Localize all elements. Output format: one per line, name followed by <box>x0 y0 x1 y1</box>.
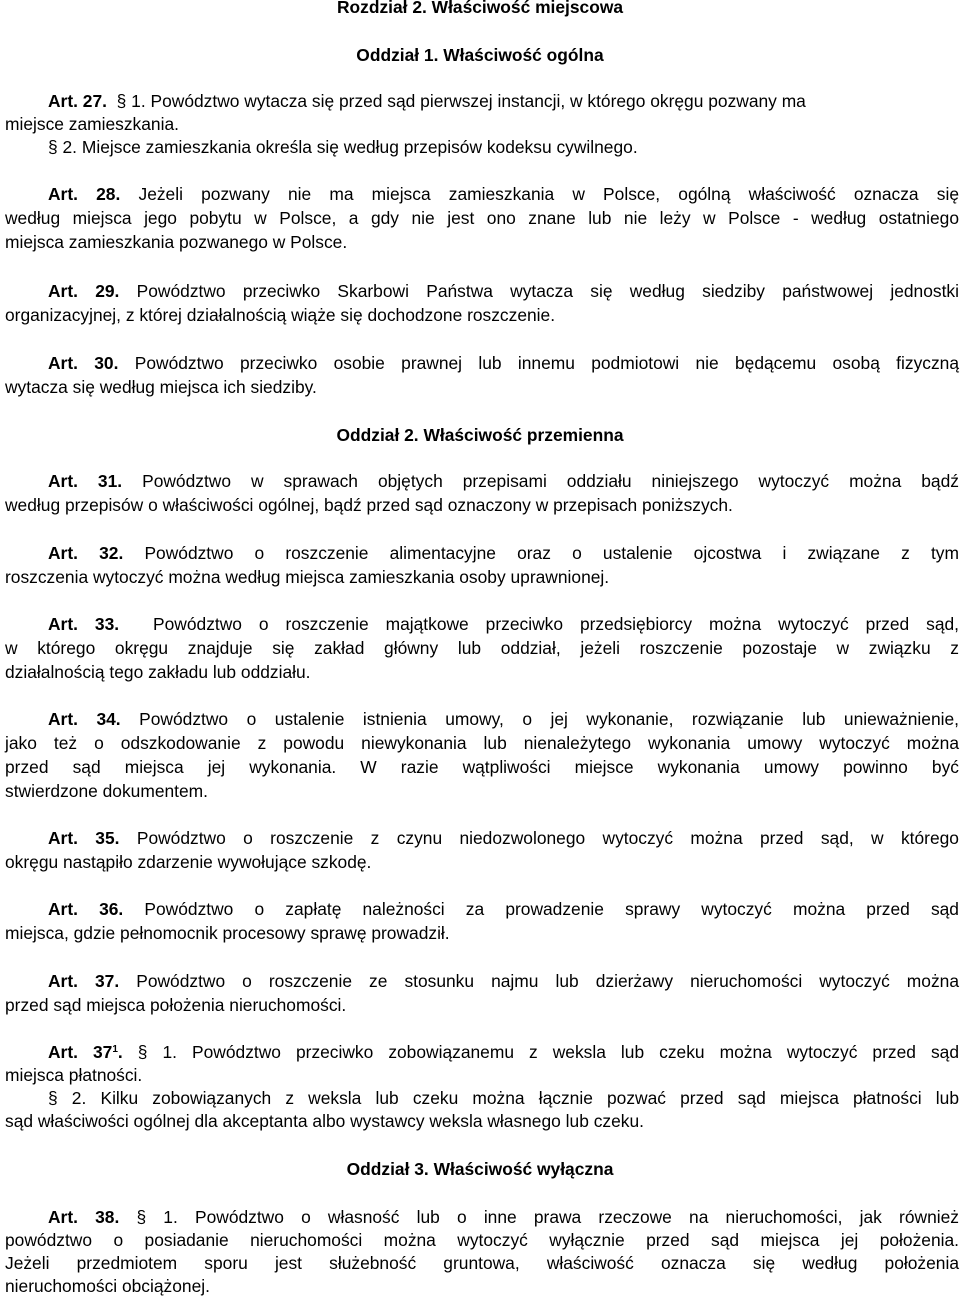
art-37-text-1: Powództwo o roszczenie ze stosunku najmu lub dzierżawy nieruchomości wytoczyć można <box>136 971 959 991</box>
art-27-p1-number: § 1. <box>116 91 146 111</box>
art-30-text-1: Powództwo przeciwko osobie prawnej lub innemu podmiotowi nie będącemu osobą fizyczną <box>134 353 959 373</box>
art-35-number: Art. 35. <box>48 828 120 848</box>
art-30-number: Art. 30. <box>48 353 119 373</box>
art-29-number: Art. 29. <box>48 281 120 301</box>
art-38-line-2: powództwo o posiadanie nieruchomości można wytoczyć wyłącznie przed sąd miejsca jej położenia. <box>5 1230 959 1250</box>
chapter-title: Rozdział 2. Właściwość miejscowa <box>336 0 624 17</box>
art-37-1-p1-number: § 1. <box>137 1042 177 1062</box>
art-30-line-2: wytacza się według miejsca ich siedziby. <box>5 377 317 397</box>
section-title-3: Oddział 3. Właściwość wyłączna <box>346 1159 614 1179</box>
art-27-line-3 <box>48 136 959 160</box>
art-34-text-1: Powództwo o ustalenie istnienia umowy, o jej wykonanie, rozwiązanie lub unieważnienie, <box>139 709 959 729</box>
art-38-number: Art. 38. <box>48 1207 120 1227</box>
art-31-line-2: według przepisów o właściwości ogólnej, bądź przed sąd oznaczony w przepisach poniższych. <box>5 495 733 515</box>
art-28-text-1: Jeżeli pozwany nie ma miejsca zamieszkania w Polsce, ogólną właściwość oznacza się <box>138 184 959 204</box>
art-35-line-2: okręgu nastąpiło zdarzenie wywołujące szkodę. <box>5 852 372 872</box>
art-29-text-1: Powództwo przeciwko Skarbowi Państwa wytacza się według siedziby państwowej jednostki <box>136 281 959 301</box>
art-35-text-1: Powództwo o roszczenie z czynu niedozwolonego wytoczyć można przed sąd, w którego <box>136 828 959 848</box>
art-27-number: Art. 27. <box>48 91 107 111</box>
art-37-1-p2-number: § 2. <box>48 1088 87 1108</box>
section-title-2: Oddział 2. Właściwość przemienna <box>336 425 624 445</box>
art-31-number: Art. 31. <box>48 471 123 491</box>
art-36-number: Art. 36. <box>48 899 124 919</box>
art-32-text-1: Powództwo o roszczenie alimentacyjne oraz o ustalenie ojcostwa i związane z tym <box>144 543 959 563</box>
art-38-line-3: Jeżeli przedmiotem sporu jest służebność gruntowa, właściwość oznacza się według położenia <box>5 1253 959 1273</box>
art-28-line-2: według miejsca jego pobytu w Polsce, a gdy nie jest ono znane lub nie leży w Polsce - według ostatniego <box>5 208 959 228</box>
art-34-line-2: jako też o odszkodowanie z powodu niewykonania lub nienależytego wykonania umowy wytoczyć można <box>5 733 959 753</box>
art-37-1-number-dot: . <box>117 1042 123 1062</box>
art-38-line-1 <box>48 1206 959 1230</box>
section-title-1: Oddział 1. Właściwość ogólna <box>356 45 604 65</box>
art-33-line-3: działalnością tego zakładu lub oddziału. <box>5 662 311 682</box>
art-34-number: Art. 34. <box>48 709 121 729</box>
art-35-line-1 <box>48 827 959 851</box>
art-34-line-3: przed sąd miejsca jej wykonania. W razie wątpliwości miejsce wykonania umowy powinno być <box>5 757 959 777</box>
art-27-line-2: miejsce zamieszkania. <box>5 114 179 134</box>
art-32-line-1 <box>48 542 959 566</box>
art-31-line-1 <box>48 470 959 494</box>
art-36-line-1 <box>48 898 959 922</box>
art-34-line-4: stwierdzone dokumentem. <box>5 781 208 801</box>
art-37-1-line-3 <box>48 1087 959 1111</box>
art-27-p2-number: § 2. <box>48 137 78 157</box>
art-28-line-1 <box>48 183 959 207</box>
art-37-line-1 <box>48 970 959 994</box>
art-36-line-2: miejsca, gdzie pełnomocnik procesowy sprawę prowadził. <box>5 923 450 943</box>
art-32-line-2: roszczenia wytoczyć można według miejsca zamieszkania osoby uprawnionej. <box>5 567 610 587</box>
art-37-1-number-base: Art. 37 <box>48 1042 113 1062</box>
art-29-line-2: organizacyjnej, z której działalnością wiąże się dochodzone roszczenie. <box>5 305 556 325</box>
art-37-1-line-1 <box>48 1041 959 1065</box>
art-37-line-2: przed sąd miejsca położenia nieruchomości. <box>5 995 347 1015</box>
art-34-line-1 <box>48 708 959 732</box>
art-31-text-1: Powództwo w sprawach objętych przepisami oddziału niniejszego wytoczyć można bądź <box>142 471 959 491</box>
art-37-1-line-2: miejsca płatności. <box>5 1065 143 1085</box>
art-32-number: Art. 32. <box>48 543 124 563</box>
art-33-text-1: Powództwo o roszczenie majątkowe przeciwko przedsiębiorcy można wytoczyć przed sąd, <box>153 614 959 634</box>
art-29-line-1 <box>48 280 959 304</box>
art-27-line-1 <box>48 90 959 114</box>
art-37-1-number <box>48 1042 123 1062</box>
art-37-1-superscript: 1 <box>112 1044 118 1055</box>
art-28-line-3: miejsca zamieszkania pozwanego w Polsce. <box>5 232 348 252</box>
art-33-line-1 <box>48 613 959 637</box>
art-36-text-1: Powództwo o zapłatę należności za prowadzenie sprawy wytoczyć można przed sąd <box>144 899 959 919</box>
art-33-line-2: w którego okręgu znajduje się zakład główny lub oddział, jeżeli roszczenie pozostaje w związku z <box>5 638 959 658</box>
art-27-p2-text: Miejsce zamieszkania określa się według przepisów kodeksu cywilnego. <box>81 137 638 157</box>
art-28-number: Art. 28. <box>48 184 121 204</box>
art-38-p1-number: § 1. <box>136 1207 178 1227</box>
art-30-line-1 <box>48 352 959 376</box>
art-37-1-p2-text: Kilku zobowiązanych z weksla lub czeku można łącznie pozwać przed sąd miejsca płatności lub <box>100 1088 959 1108</box>
art-38-line-4: nieruchomości obciążonej. <box>5 1276 210 1296</box>
art-27-p1-text: Powództwo wytacza się przed sąd pierwszej instancji, w którego okręgu pozwany ma <box>150 91 806 111</box>
art-37-1-line-4: sąd właściwości ogólnej dla akceptanta albo wystawcy weksla własnego lub czeku. <box>5 1111 644 1131</box>
art-37-number: Art. 37. <box>48 971 120 991</box>
art-38-text-1: Powództwo o własność lub o inne prawa rzeczowe na nieruchomości, jak również <box>194 1207 959 1227</box>
art-37-1-p1-text: Powództwo przeciwko zobowiązanemu z weksla lub czeku można wytoczyć przed sąd <box>192 1042 959 1062</box>
art-33-number: Art. 33. <box>48 614 120 634</box>
